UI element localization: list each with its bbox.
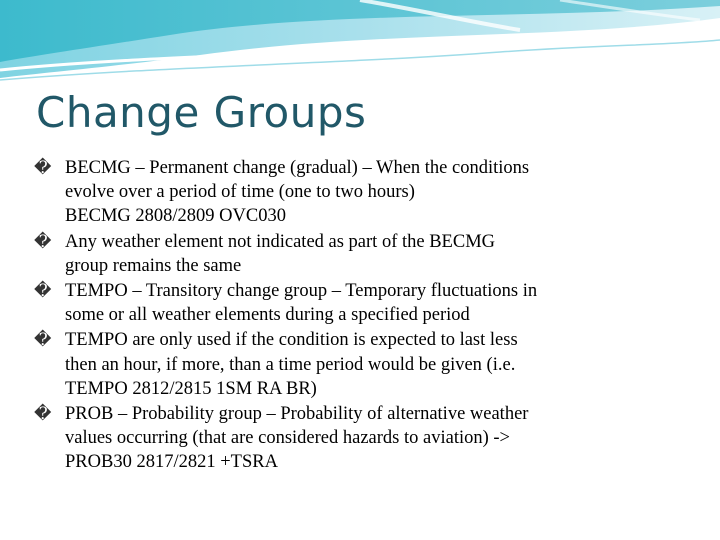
bullet-line: PROB – Probability group – Probability of alternative weather (65, 404, 529, 425)
bullet-line: Any weather element not indicated as part of the BECMG (65, 231, 495, 252)
bullet-line: TEMPO – Transitory change group – Temporary fluctuations in (65, 281, 538, 302)
bullet-item (34, 279, 694, 327)
bullet-line: some or all weather elements during a specified period (65, 305, 470, 326)
bullet-marker-icon: � (34, 158, 52, 177)
bullet-line: PROB30 2817/2821 +TSRA (65, 452, 278, 473)
bullet-line: BECMG 2808/2809 OVC030 (65, 206, 286, 227)
slide-title: Change Groups (36, 88, 367, 137)
bullet-marker-icon: � (34, 281, 52, 301)
bullet-line: evolve over a period of time (one to two hours) (65, 182, 415, 203)
header-wave-decoration (0, 0, 720, 95)
bullet-line: group remains the same (65, 255, 242, 276)
bullet-line: values occurring (that are considered hazards to aviation) -> (65, 428, 510, 449)
bullet-list (34, 156, 694, 476)
bullet-line: BECMG – Permanent change (gradual) – When the conditions (65, 158, 530, 178)
bullet-item (34, 230, 694, 278)
bullet-item (34, 328, 694, 401)
bullet-marker-icon: � (34, 404, 52, 424)
bullet-item (34, 156, 694, 229)
bullet-item (34, 402, 694, 475)
bullet-line: then an hour, if more, than a time period would be given (i.e. (65, 354, 516, 375)
bullet-line: TEMPO 2812/2815 1SM RA BR) (65, 378, 317, 399)
bullet-line: TEMPO are only used if the condition is expected to last less (65, 330, 518, 351)
bullet-marker-icon: � (34, 330, 52, 350)
bullet-marker-icon: � (34, 231, 52, 251)
